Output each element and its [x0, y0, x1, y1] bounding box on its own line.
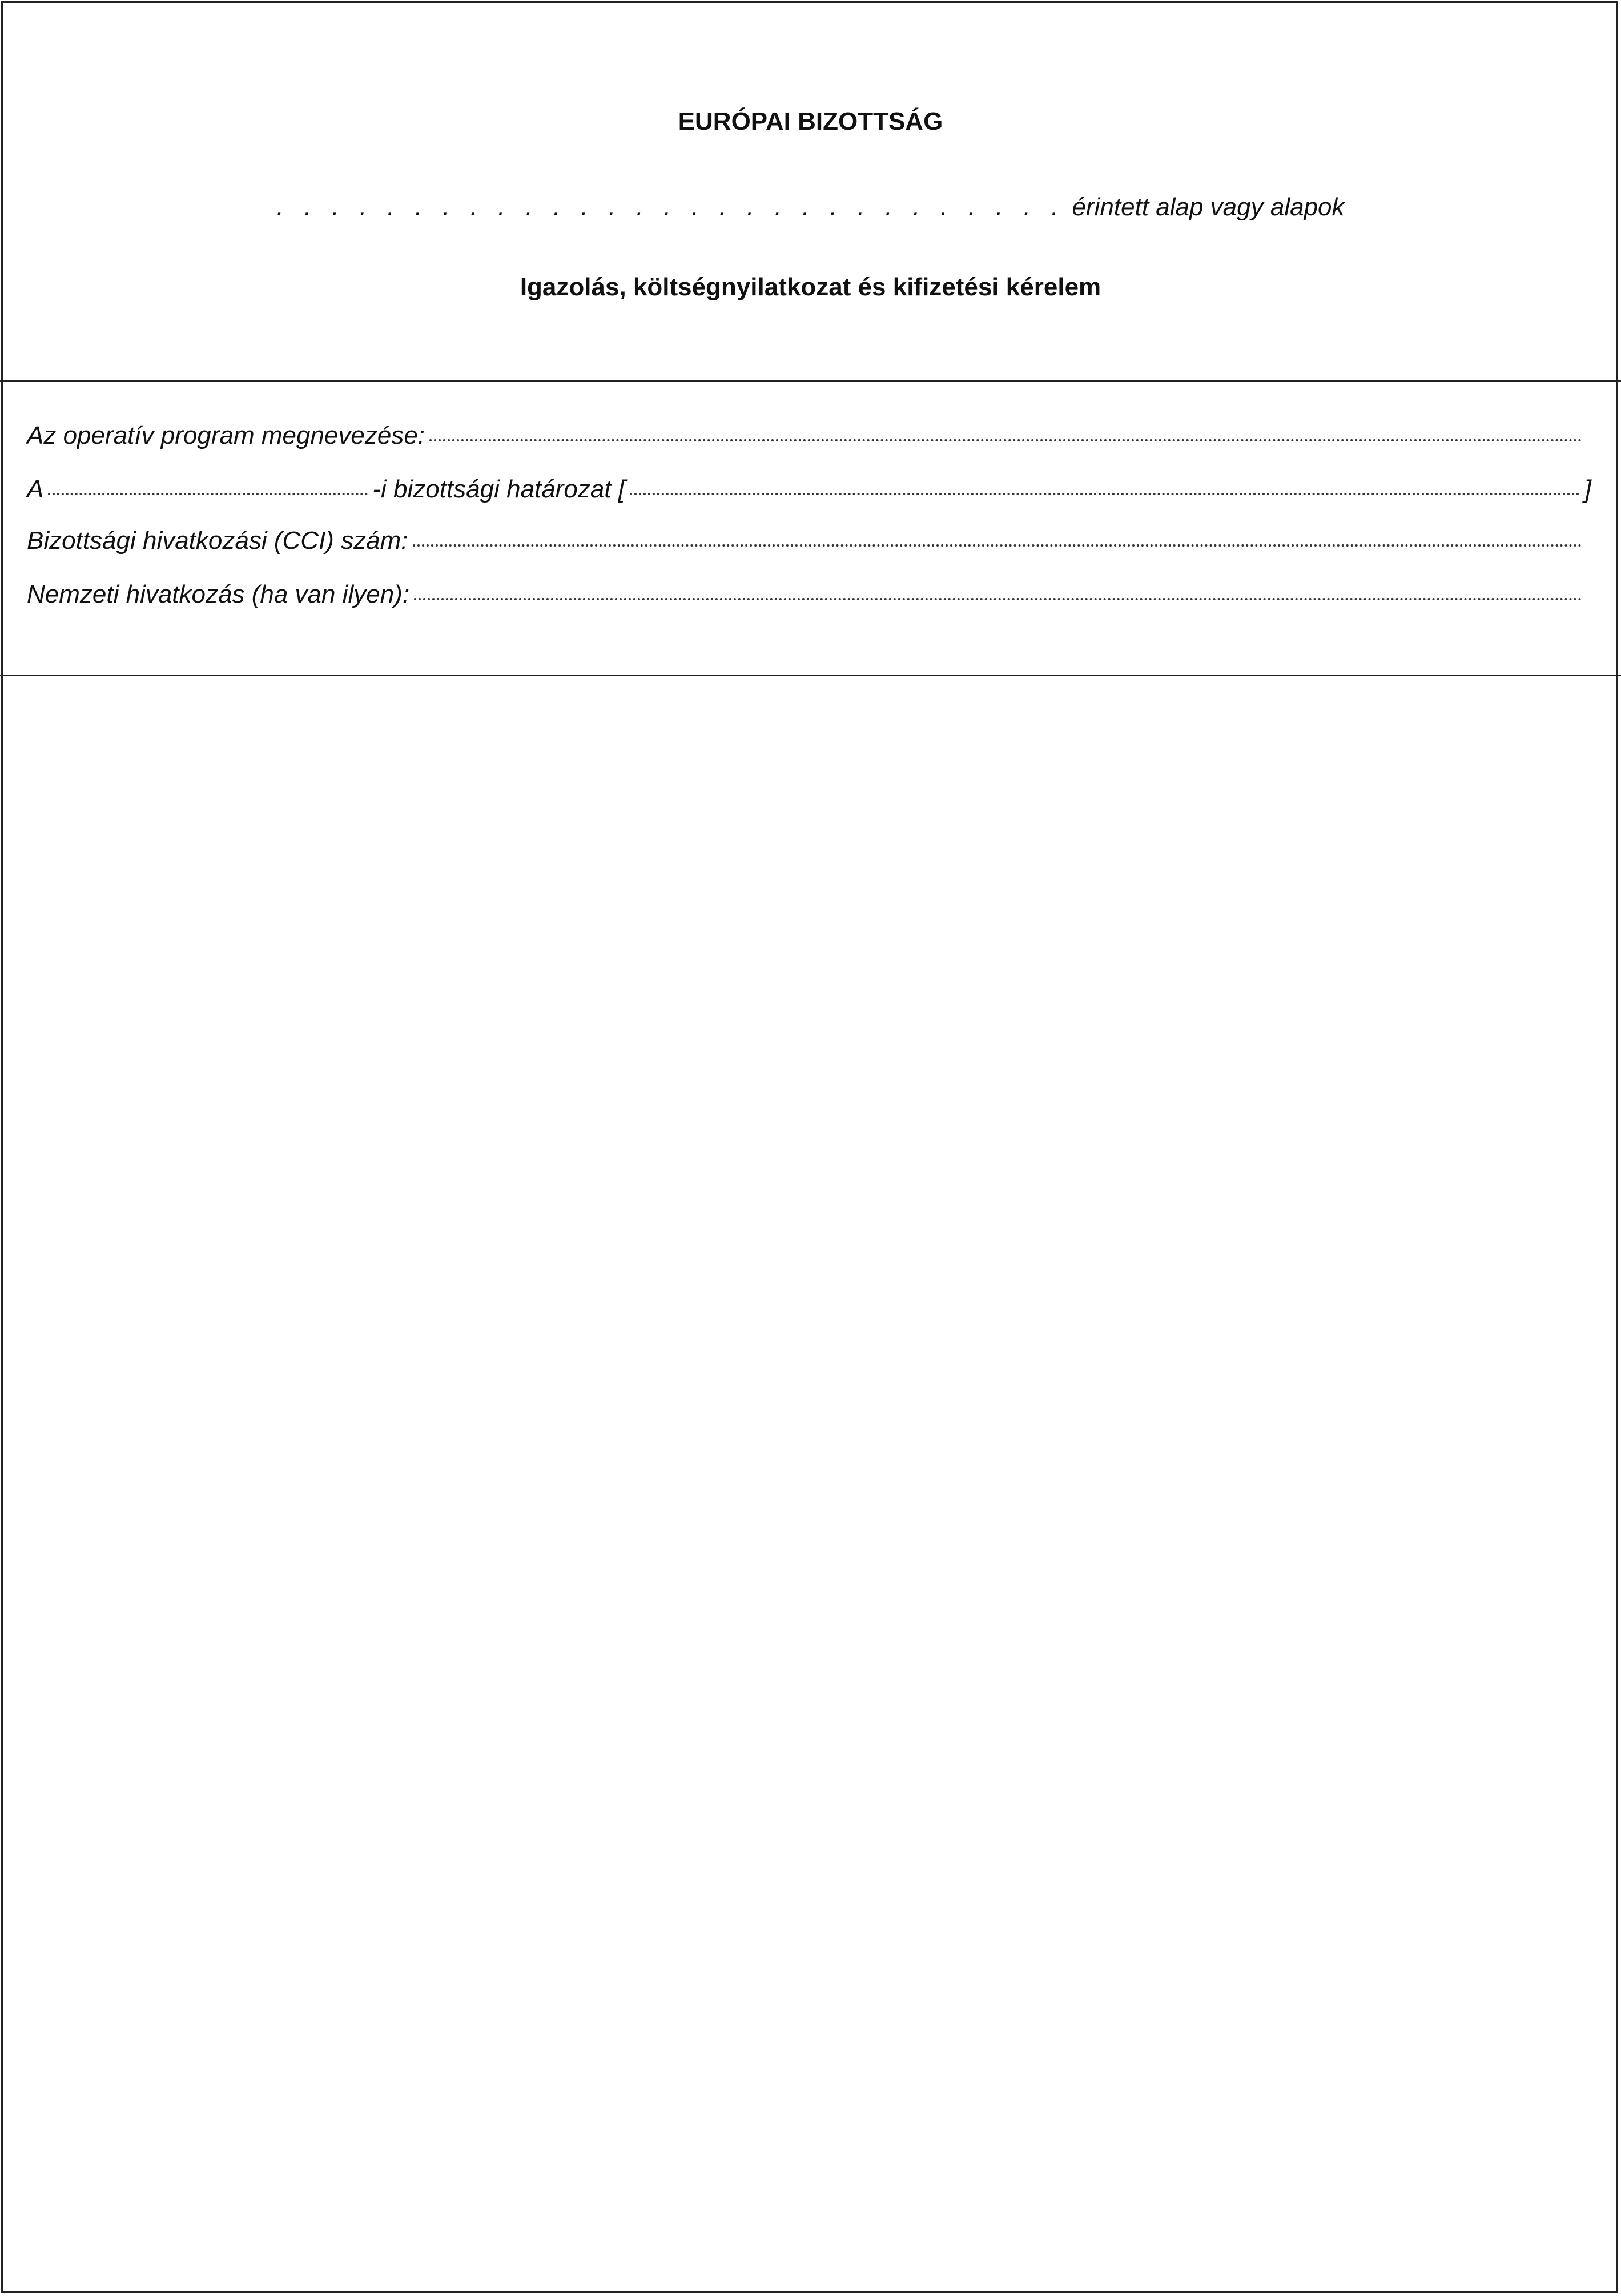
decision-date-field[interactable] [48, 493, 368, 495]
decision-label: -i bizottsági határozat [ [372, 475, 626, 503]
national-ref-label: Nemzeti hivatkozás (ha van ilyen): [27, 580, 410, 608]
program-name-field[interactable] [429, 439, 1582, 441]
cci-field[interactable] [413, 544, 1582, 547]
divider [0, 675, 1621, 676]
decision-suffix: ] [1584, 475, 1591, 503]
decision-row [27, 475, 1591, 504]
national-ref-field[interactable] [414, 598, 1582, 600]
fund-line [0, 193, 1621, 222]
page-title: EURÓPAI BIZOTTSÁG [678, 107, 943, 135]
decision-number-field[interactable] [630, 493, 1580, 495]
divider [0, 380, 1621, 382]
national-ref-row [27, 580, 1587, 609]
program-name-row [27, 422, 1587, 450]
fund-label: érintett alap vagy alapok [1072, 193, 1345, 221]
cci-label: Bizottsági hivatkozási (CCI) szám: [27, 527, 408, 555]
form-frame [1, 1, 1618, 2293]
program-name-label: Az operatív program megnevezése: [27, 422, 425, 449]
cci-row [27, 527, 1587, 555]
fund-placeholder[interactable]: . . . . . . . . . . . . . . . . . . . . . . . . . . . . . [276, 193, 1065, 221]
form-heading: Igazolás, költségnyilatkozat és kifizetési kérelem [520, 273, 1101, 301]
decision-prefix: A [27, 475, 44, 503]
